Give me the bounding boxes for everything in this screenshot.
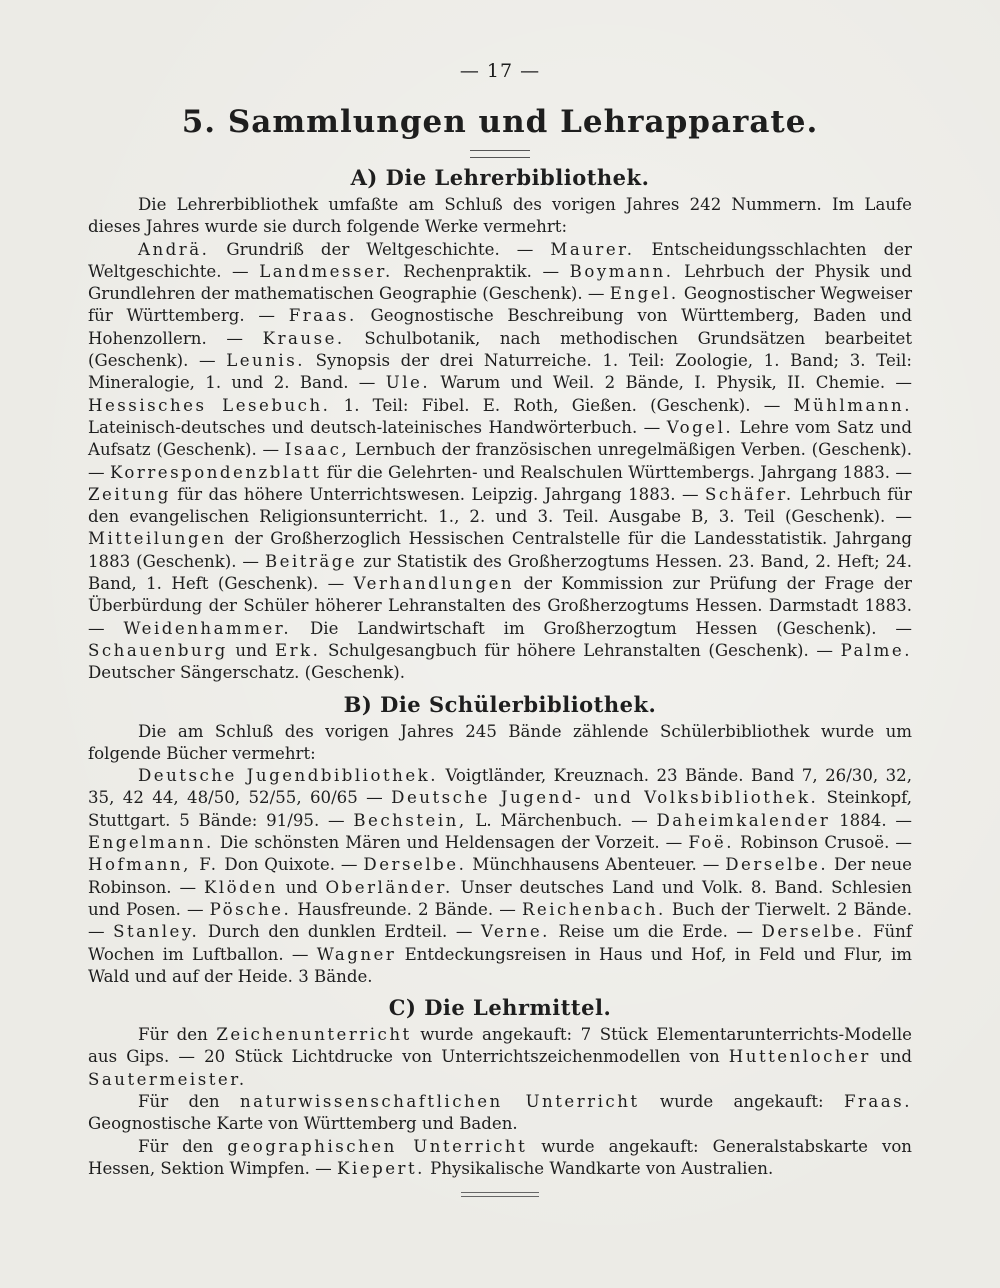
- title-divider: [470, 150, 530, 158]
- entry-text: und: [870, 1047, 912, 1067]
- subject-name: naturwissenschaftlichen Unterricht: [239, 1091, 640, 1111]
- author-name: Fraas.: [288, 306, 357, 326]
- author-name: Huttenlocher: [728, 1047, 871, 1067]
- entry-text: Entscheidungsschlachten der Weltgeschichte. —: [88, 239, 912, 281]
- author-name: Leunis.: [226, 351, 305, 371]
- heading-student-library: B) Die Schülerbibliothek.: [343, 691, 657, 717]
- page-number: — 17 —: [459, 60, 541, 82]
- entry-text: und: [227, 640, 275, 660]
- author-name: Daheimkalender: [656, 810, 831, 830]
- subject-name: Zeichenunterricht: [216, 1025, 412, 1045]
- entry-text: und: [277, 877, 326, 897]
- entry-text: Münchhausens Abenteuer. —: [466, 855, 726, 875]
- student-library-intro: Die am Schluß des vorigen Jahres 245 Bände zählende Schülerbibliothek wurde um folgende Bücher vermehrt:: [88, 721, 912, 763]
- entry-text: Lehrbuch der Physik und Grundlehren der mathematischen Geographie (Geschenk). —: [88, 261, 912, 304]
- entry-text: Durch den dunklen Erdteil. —: [199, 922, 481, 942]
- author-name: Fraas.: [843, 1091, 912, 1111]
- end-divider: [461, 1192, 539, 1197]
- author-name: Hessisches Lesebuch.: [88, 395, 331, 415]
- entry-text: Steinkopf, Stuttgart. 5 Bände: 91/95. —: [88, 788, 913, 830]
- author-name: Zeitung: [88, 484, 171, 504]
- author-name: Derselbe.: [363, 855, 467, 875]
- author-name: Wagner: [316, 944, 397, 964]
- entry-text: Buch der Tierwelt. 2 Bände. —: [88, 899, 912, 942]
- author-name: Pösche.: [209, 899, 292, 919]
- entry-text: Lehre vom Satz und Aufsatz (Geschenk). —: [88, 417, 912, 460]
- author-name: Isaac,: [284, 440, 350, 460]
- entry-text: Warum und Weil. 2 Bände, I. Physik, II. Chemie. —: [430, 373, 913, 393]
- entry-text: Reise um die Erde. —: [549, 922, 762, 942]
- entry-text: Rechenpraktik. —: [392, 261, 570, 281]
- entry-text: Geognostische Karte von Württemberg und Baden.: [88, 1114, 518, 1134]
- entry-text: Für den: [138, 1091, 240, 1111]
- entry-text: Grundriß der Weltgeschichte. —: [209, 239, 551, 259]
- author-name: Reichenbach.: [521, 899, 666, 919]
- entry-text: Geognostischer Wegweiser für Württemberg. —: [88, 284, 913, 326]
- author-name: Bechstein,: [353, 810, 467, 830]
- entry-text: für die Gelehrten- und Realschulen Württembergs. Jahrgang 1883. —: [321, 462, 912, 482]
- entry-text: Lateinisch-deutsches und deutsch-lateinisches Handwörterbuch. —: [88, 417, 667, 437]
- subject-name: geographischen Unterricht: [227, 1136, 528, 1156]
- entry-text: Für den: [138, 1136, 228, 1156]
- entry-text: Hausfreunde. 2 Bände. —: [291, 899, 522, 919]
- entry-text: Entdeckungsreisen in Haus und Hof, in Feld und Flur, im Wald und auf der Heide. 3 Bände.: [88, 944, 912, 986]
- section-title: 5. Sammlungen und Lehrapparate.: [181, 104, 819, 140]
- author-name: Andrä.: [138, 239, 210, 259]
- author-name: Engel.: [609, 284, 679, 304]
- author-name: Hofmann, F.: [88, 855, 219, 875]
- author-name: Kiepert.: [337, 1158, 425, 1178]
- entry-text: für das höhere Unterrichtswesen. Leipzig. Jahrgang 1883. —: [170, 484, 706, 504]
- author-name: Boymann.: [569, 261, 674, 281]
- entry-text: Schulbotanik, nach methodischen Grundsätzen bearbeitet (Geschenk). —: [88, 328, 912, 371]
- entry-text: der Kommission zur Prüfung der Frage der Überbürdung der Schüler höherer Lehranstalten des Großherzogtums Hessen. Darmstadt 1883. —: [88, 574, 912, 638]
- author-name: Derselbe.: [761, 922, 865, 942]
- teaching-aids-geography: [88, 1136, 912, 1181]
- heading-teaching-aids: C) Die Lehrmittel.: [388, 995, 612, 1021]
- author-name: Ule.: [385, 373, 431, 393]
- entry-text: wurde angekauft: 7 Stück Elementarunterrichts-Modelle aus Gips. — 20 Stück Lichtdrucke von Unterrichtszeichenmodellen von: [88, 1025, 913, 1067]
- entry-text: Lernbuch der französischen unregelmäßigen Verben. (Geschenk). —: [88, 440, 912, 482]
- author-name: Derselbe.: [725, 855, 829, 875]
- author-name: Mitteilungen: [88, 529, 227, 549]
- entry-text: der Großherzoglich Hessischen Centralstelle für die Landesstatistik. Jahrgang 1883 (Geschenk). —: [88, 529, 912, 571]
- author-name: Erk.: [275, 640, 321, 660]
- entry-text: wurde angekauft:: [639, 1091, 844, 1111]
- author-name: Verne.: [480, 922, 550, 942]
- author-name: Weidenhammer.: [123, 618, 292, 638]
- entry-text: wurde angekauft: Generalstabskarte von Hessen, Sektion Wimpfen. —: [88, 1136, 912, 1178]
- author-name: Krause.: [262, 328, 345, 348]
- entry-text: Schulgesangbuch für höhere Lehranstalten (Geschenk). —: [320, 640, 841, 660]
- entry-text: Lehrbuch für den evangelischen Religionsunterricht. 1., 2. und 3. Teil. Ausgabe B, 3. Teil (Geschenk). —: [88, 484, 912, 527]
- author-name: Mühlmann.: [793, 395, 912, 415]
- author-name: Klöden: [203, 877, 278, 897]
- author-name: Oberländer.: [325, 877, 453, 897]
- author-name: Maurer.: [550, 239, 635, 259]
- entry-text: Für den: [138, 1025, 217, 1045]
- author-name: Engelmann.: [88, 833, 214, 853]
- author-name: Foë.: [688, 833, 735, 853]
- entry-text: Synopsis der drei Naturreiche. 1. Teil: Zoologie, 1. Band; 3. Teil: Mineralogie, 1. und 2. Band. —: [88, 351, 912, 393]
- teacher-library-list: [88, 239, 912, 685]
- entry-text: Robinson Crusoë. —: [734, 833, 912, 853]
- entry-text: Die schönsten Mären und Heldensagen der Vorzeit. —: [213, 833, 689, 853]
- entry-text: Unser deutsches Land und Volk. 8. Band. Schlesien und Posen. —: [88, 877, 912, 919]
- entry-text: Fünf Wochen im Luftballon. —: [88, 922, 912, 964]
- entry-text: Don Quixote. —: [218, 855, 364, 875]
- author-name: Korrespondenzblatt: [109, 462, 322, 482]
- author-name: Schäfer.: [705, 484, 794, 504]
- entry-text: Geognostische Beschreibung von Württemberg, Baden und Hohenzollern. —: [88, 306, 912, 348]
- entry-text: Physikalische Wandkarte von Australien.: [424, 1158, 774, 1178]
- heading-teacher-library: A) Die Lehrerbibliothek.: [350, 165, 650, 190]
- teaching-aids-science: [88, 1091, 912, 1136]
- author-name: Deutsche Jugend- und Volksbibliothek.: [391, 788, 819, 808]
- entry-text: L. Märchenbuch. —: [466, 810, 657, 830]
- entry-text: 1884. —: [830, 810, 912, 830]
- author-name: Palme.: [840, 640, 913, 660]
- entry-text: 1. Teil: Fibel. E. Roth, Gießen. (Geschenk). —: [330, 395, 794, 415]
- entry-text: Deutscher Sängerschatz. (Geschenk).: [88, 663, 406, 683]
- entry-text: Voigtländer, Kreuznach. 23 Bände. Band 7, 26/30, 32, 35, 42 44, 48/50, 52/55, 60/65 —: [88, 766, 912, 808]
- author-name: Sautermeister.: [88, 1069, 247, 1089]
- teaching-aids-drawing: [88, 1024, 912, 1091]
- student-library-list: [88, 765, 912, 988]
- author-name: Vogel.: [666, 417, 734, 437]
- entry-text: Die Landwirtschaft im Großherzogtum Hessen (Geschenk). —: [291, 618, 912, 638]
- author-name: Deutsche Jugendbibliothek.: [138, 766, 438, 786]
- author-name: Landmesser.: [259, 261, 393, 281]
- author-name: Verhandlungen: [353, 574, 515, 594]
- entry-text: Der neue Robinson. —: [88, 855, 913, 897]
- author-name: Schauenburg: [88, 640, 228, 660]
- author-name: Beiträge: [264, 551, 358, 571]
- entry-text: zur Statistik des Großherzogtums Hessen. 23. Band, 2. Heft; 24. Band, 1. Heft (Geschenk). —: [88, 551, 912, 594]
- teacher-library-intro: Die Lehrerbibliothek umfaßte am Schluß des vorigen Jahres 242 Nummern. Im Laufe dieses Jahres wurde sie durch folgende Werke vermehrt:: [88, 195, 912, 237]
- author-name: Stanley.: [113, 922, 200, 942]
